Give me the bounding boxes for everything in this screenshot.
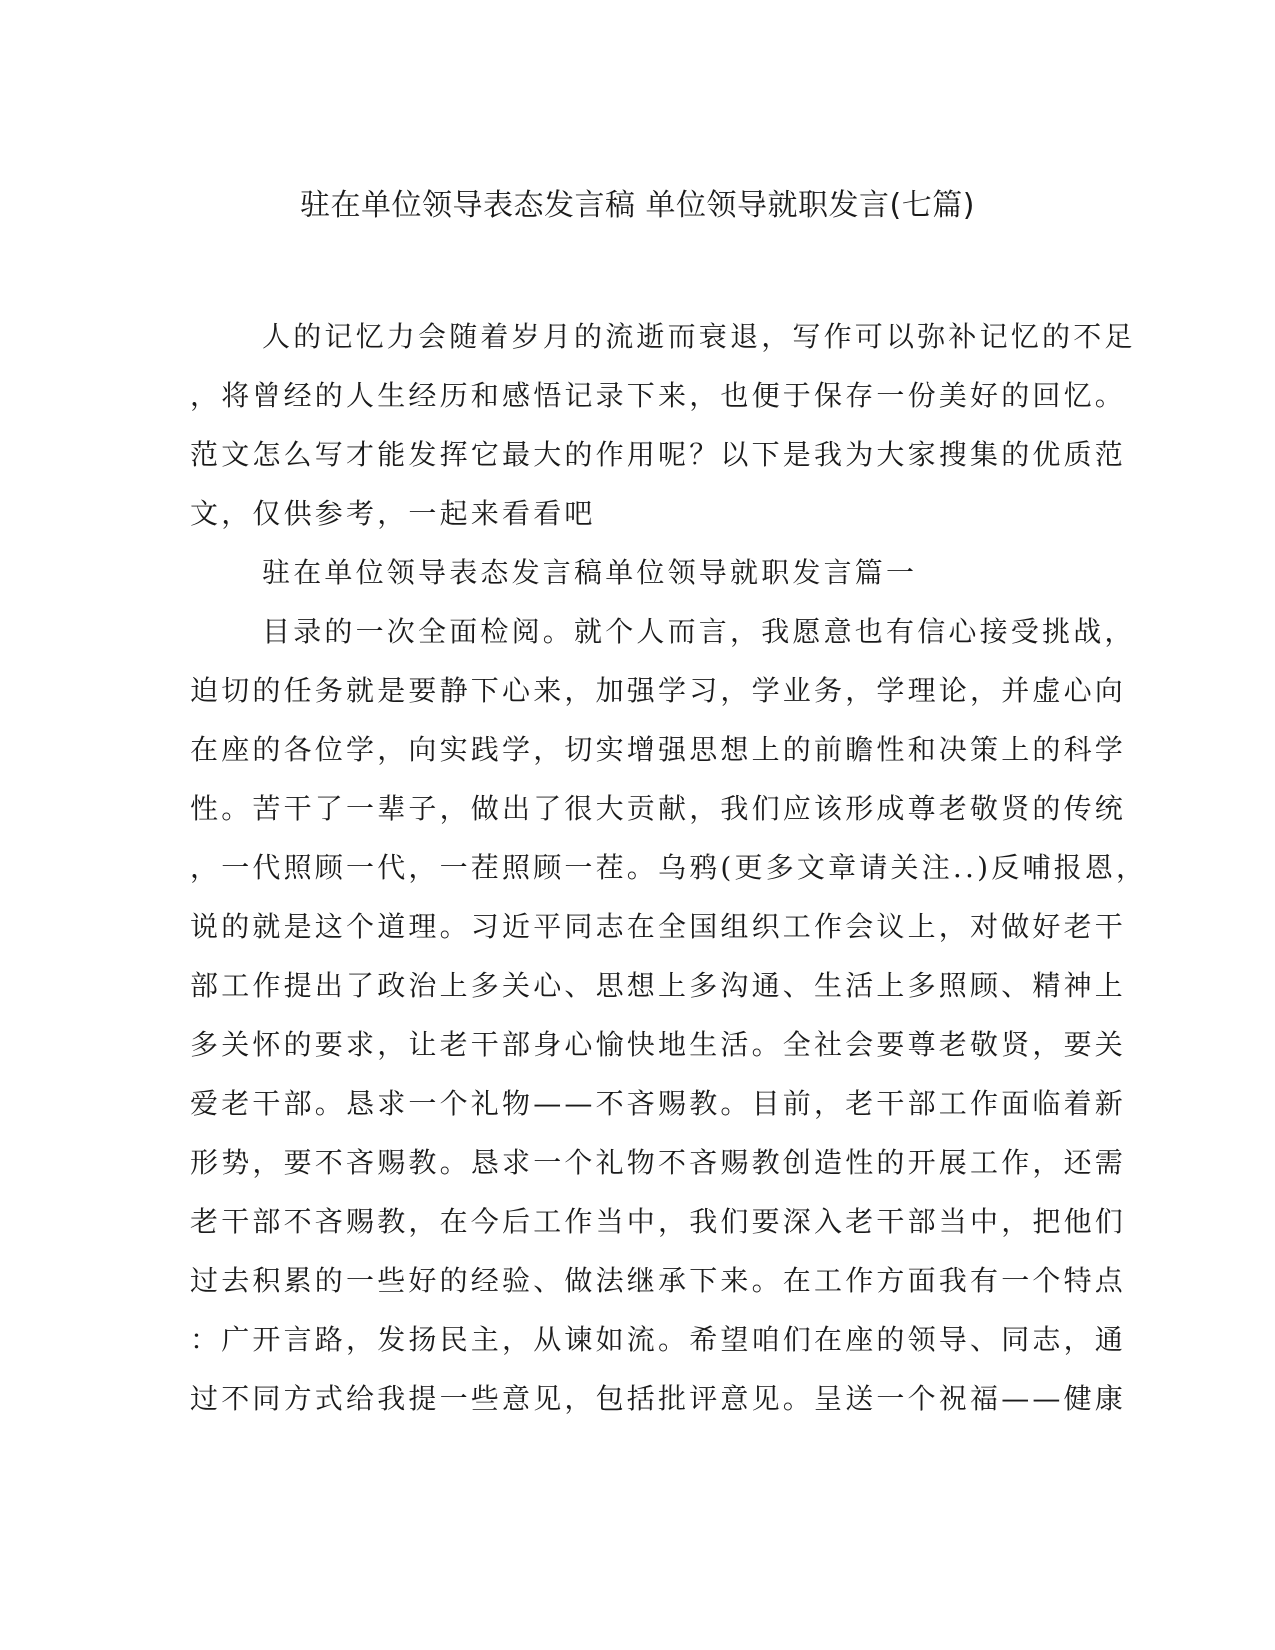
paragraph-line: 形势，要不吝赐教。恳求一个礼物不吝赐教创造性的开展工作，还需 <box>190 1146 1127 1179</box>
paragraph-line: ，将曾经的人生经历和感悟记录下来，也便于保存一份美好的回忆。 <box>190 379 1127 412</box>
section-heading: 驻在单位领导表态发言稿单位领导就职发言篇一 <box>262 556 918 589</box>
paragraph-line: 老干部不吝赐教，在今后工作当中，我们要深入老干部当中，把他们 <box>190 1205 1127 1238</box>
paragraph-line: ：广开言路，发扬民主，从谏如流。希望咱们在座的领导、同志，通 <box>190 1323 1127 1356</box>
paragraph-line: 过去积累的一些好的经验、做法继承下来。在工作方面我有一个特点 <box>190 1264 1127 1297</box>
document-title: 驻在单位领导表态发言稿 单位领导就职发言(七篇) <box>300 188 975 223</box>
paragraph-line: 部工作提出了政治上多关心、思想上多沟通、生活上多照顾、精神上 <box>190 969 1127 1002</box>
paragraph-line: 范文怎么写才能发挥它最大的作用呢？以下是我为大家搜集的优质范 <box>190 438 1127 471</box>
paragraph-line: 人的记忆力会随着岁月的流逝而衰退，写作可以弥补记忆的不足 <box>262 320 1136 353</box>
paragraph-line: 爱老干部。恳求一个礼物——不吝赐教。目前，老干部工作面临着新 <box>190 1087 1127 1120</box>
paragraph-line: 迫切的任务就是要静下心来，加强学习，学业务，学理论，并虚心向 <box>190 674 1127 707</box>
paragraph-line: 在座的各位学，向实践学，切实增强思想上的前瞻性和决策上的科学 <box>190 733 1127 766</box>
paragraph-line: 过不同方式给我提一些意见，包括批评意见。呈送一个祝福——健康 <box>190 1382 1127 1415</box>
paragraph-line: 说的就是这个道理。习近平同志在全国组织工作会议上，对做好老干 <box>190 910 1127 943</box>
paragraph-line: 性。苦干了一辈子，做出了很大贡献，我们应该形成尊老敬贤的传统 <box>190 792 1127 825</box>
paragraph-line: 多关怀的要求，让老干部身心愉快地生活。全社会要尊老敬贤，要关 <box>190 1028 1127 1061</box>
paragraph-line: 目录的一次全面检阅。就个人而言，我愿意也有信心接受挑战， <box>262 615 1136 648</box>
paragraph-line: 文，仅供参考，一起来看看吧 <box>190 497 596 530</box>
paragraph-line: ，一代照顾一代，一茬照顾一茬。乌鸦(更多文章请关注..)反哺报恩， <box>190 851 1148 884</box>
